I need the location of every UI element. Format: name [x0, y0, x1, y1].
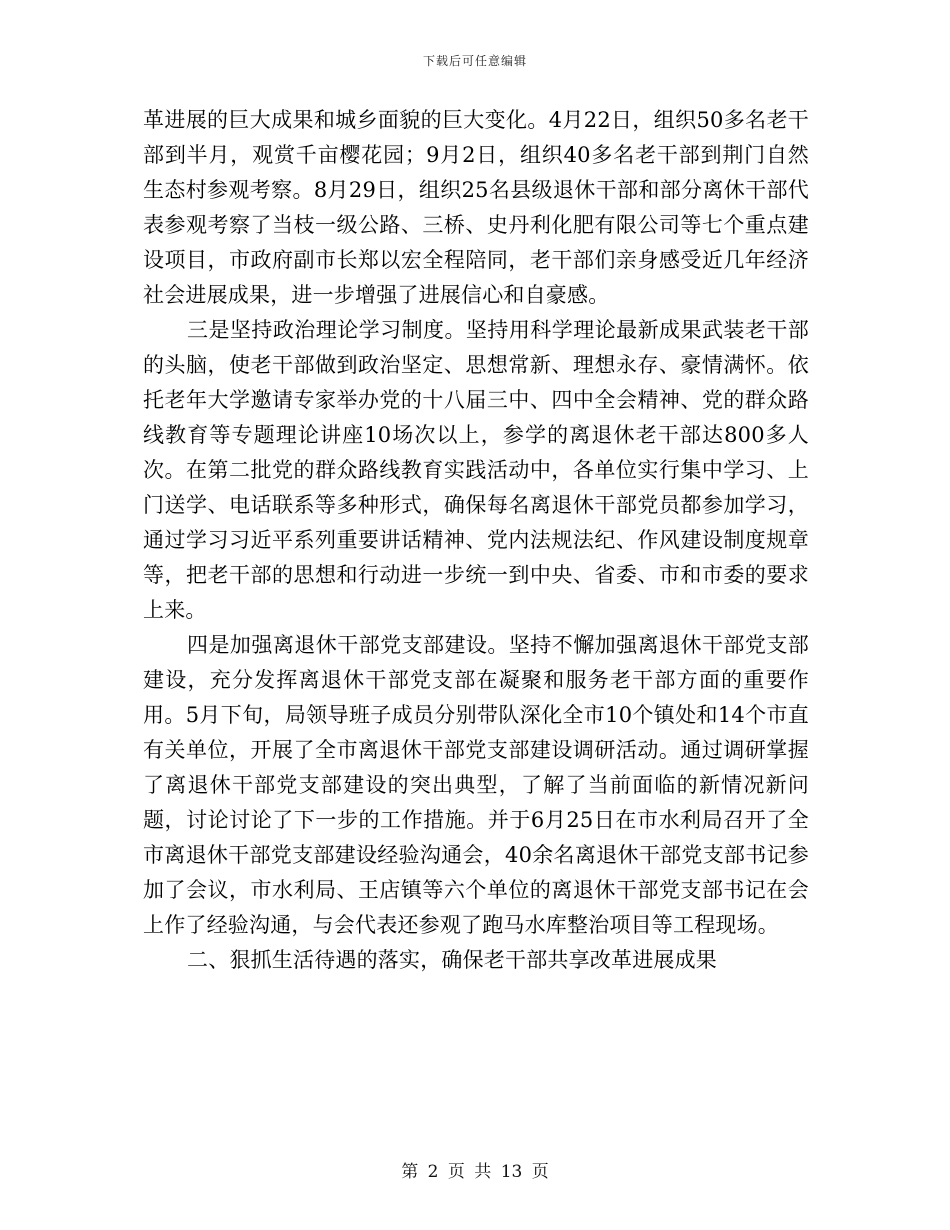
paragraph-2: 三是坚持政治理论学习制度。坚持用科学理论最新成果武装老干部的头脑，使老干部做到政治坚定、思想常新、理想永存、豪情满怀。依托老年大学邀请专家举办党的十八届三中、四中全会精神、党的群众路线教育等专题理论讲座10场次以上，参学的离退休老干部达800多人次。在第二批党的群众路线教育实践活动中，各单位实行集中学习、上门送学、电话联系等多种形式，确保每名离退休干部党员都参加学习，通过学习习近平系列重要讲话精神、党内法规法纪、作风建设制度规章等，把老干部的思想和行动进一步统一到中央、省委、市和市委的要求上来。: [143, 318, 809, 622]
paragraph-1: 革进展的巨大成果和城乡面貌的巨大变化。4月22日，组织50多名老干部到半月，观赏千亩樱花园；9月2日，组织40多名老干部到荆门自然生态村参观考察。8月29日，组织25名县级退休干部和部分离休干部代表参观考察了当枝一级公路、三桥、史丹利化肥有限公司等七个重点建设项目，市政府副市长郑以宏全程陪同，老干部们亲身感受近几年经济社会进展成果，进一步增强了进展信心和自豪感。: [143, 108, 809, 307]
document-body: [143, 103, 809, 978]
paragraph-3: 四是加强离退休干部党支部建设。坚持不懈加强离退休干部党支部建设，充分发挥离退休干部党支部在凝聚和服务老干部方面的重要作用。5月下旬，局领导班子成员分别带队深化全市10个镇处和14个市直有关单位，开展了全市离退休干部党支部建设调研活动。通过调研掌握了离退休干部党支部建设的突出典型，了解了当前面临的新情况新问题，讨论讨论了下一步的工作措施。并于6月25日在市水利局召开了全市离退休干部党支部建设经验沟通会，40余名离退休干部党支部书记参加了会议，市水利局、王店镇等六个单位的离退休干部党支部书记在会上作了经验沟通，与会代表还参观了跑马水库整治项目等工程现场。: [143, 633, 809, 937]
page-number: 第 2 页 共 13 页: [401, 1162, 549, 1182]
header-note: 下载后可任意编辑: [422, 54, 527, 68]
section-heading: 二、狠抓生活待遇的落实，确保老干部共享改革进展成果: [187, 948, 717, 972]
